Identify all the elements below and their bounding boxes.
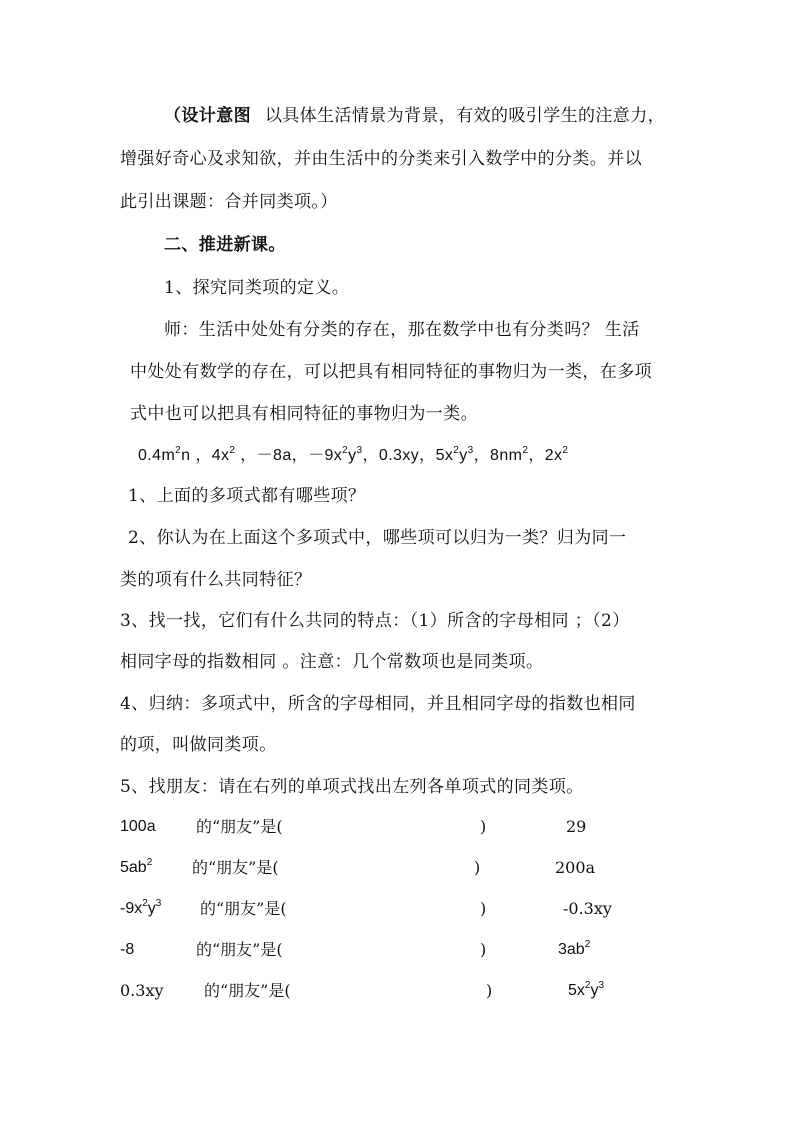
friends-row-4-close: ) [480,940,487,959]
friends-row-2-close: ) [474,858,481,877]
design-intent-label: （设计意图 [164,106,251,126]
question-2-line-2: 类的项有什么共同特征？ [120,570,312,590]
design-intent-line-1 [164,104,665,128]
friends-row-5-right: $5x^2y^3$ [568,980,605,999]
friends-row-3-left: $-9x^2y^3$ [120,898,162,917]
friends-row-2-phrase: 的“朋友”是( [192,858,279,877]
friends-row-3-close: ) [480,899,487,918]
friends-row-2-left: $5ab^2$ [120,857,153,876]
design-intent-line-3: 此引出课题：合并同类项。） [120,192,338,212]
question-2-line-1: 2、你认为在上面这个多项式中，哪些项可以归为一类？归为同一 [128,528,627,548]
friends-row-5-phrase: 的“朋友”是( [204,981,291,1000]
term-3: ，－8a， [240,447,309,464]
friends-row-1-phrase: 的“朋友”是( [196,817,283,836]
term-7: $8nm^2$ [490,445,529,464]
friends-row-1-right: 29 [566,817,587,836]
question-1: 1、上面的多项式都有哪些项？ [128,486,366,506]
friends-row-4-right: $3ab^2$ [558,939,591,958]
term-2: $4x^2$ [211,445,236,464]
teacher-line-2: 中处处有数学的存在，可以把具有相同特征的事物归为一类，在多项 [130,362,652,382]
question-4-line-1: 4、归纳：多项式中，所含的字母相同，并且相同字母的指数也相同 [120,694,636,714]
design-intent-text: 以具体生活情景为背景，有效的吸引学生的注意力， [264,106,666,126]
teacher-line-1: 师：生活中处处有分类的存在，那在数学中也有分类吗？ 生活 [164,320,640,340]
section-title: 二、推进新课。 [164,235,286,255]
term-6: $5x^2y^3$ [435,445,474,464]
term-5: ，0.3xy， [362,447,436,464]
subsection-1: 1、探究同类项的定义。 [164,278,350,298]
polynomial-expression: $0.4m^2n$ ，$4x^2$ ，－8a，$-9x^2y^3$，0.3xy，$5x^2y^3$，$8nm^2$，$2x^2$ [138,445,569,464]
friends-row-4-phrase: 的“朋友”是( [196,940,283,959]
friends-row-4-left: -8 [120,941,135,958]
question-3-line-2: 相同字母的指数相同 。注意：几个常数项也是同类项。 [120,652,544,672]
term-4: $-9x^2y^3$ [308,445,363,464]
question-5: 5、找朋友：请在右列的单项式找出左列各单项式的同类项。 [120,777,584,797]
teacher-line-3: 式中也可以把具有相同特征的事物归为一类。 [130,404,478,424]
friends-row-3-phrase: 的“朋友”是( [200,899,287,918]
question-4-line-2: 的项，叫做同类项。 [120,735,277,755]
term-8: $2x^2$ [544,445,569,464]
friends-row-1-left: 100a [120,818,156,835]
term-1: $0.4m^2n$ [138,445,191,464]
friends-row-1-close: ) [480,817,487,836]
friends-row-5-close: ) [486,981,493,1000]
friends-row-3-right: -0.3xy [563,899,612,918]
question-3-line-1: 3、找一找，它们有什么共同的特点：（1）所含的字母相同 ；（2） [120,611,630,631]
friends-row-2-right: 200a [555,858,596,877]
design-intent-line-2: 增强好奇心及求知欲，并由生活中的分类来引入数学中的分类。并以 [120,149,642,169]
friends-row-5-left: 0.3xy [120,981,164,1000]
